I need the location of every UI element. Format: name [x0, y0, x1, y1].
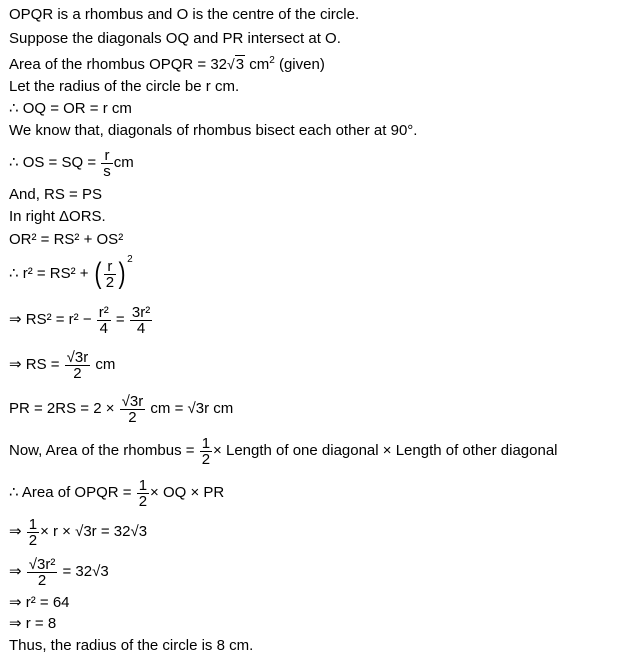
line-12-text: ⇒ RS² = r² − [9, 311, 96, 328]
line-3 [9, 55, 325, 74]
line-15-formula: × Length of one diagonal × Length of other diagonal [213, 442, 558, 459]
line-20: ⇒ r = 8 [9, 615, 57, 632]
sqrt-3: √3 [227, 56, 245, 73]
line-15-text: Now, Area of the rhombus = [9, 442, 199, 459]
line-7 [9, 146, 134, 180]
exponent: 2 [269, 55, 275, 66]
equals-sign: = [111, 311, 129, 328]
fraction-root3r-over-2: $\frac{√3r}{2}$ [121, 392, 144, 426]
fraction-r2-over-4: $\frac{\text{r²}}{4}$ [98, 303, 109, 337]
fraction-root3r2-over-2: $\frac{\text{√3r²}}{2}$ [28, 555, 56, 589]
line-16-formula: × OQ × PR [150, 484, 225, 501]
line-6: We know that, diagonals of rhombus bisect each other at 90°. [9, 122, 418, 139]
unit-cm: cm [113, 154, 134, 171]
fraction-half: $\frac{1}{2}$ [201, 434, 211, 468]
fraction-root3r-over-2: $\frac{√3r}{2}$ [66, 348, 89, 382]
unit-cm: cm [245, 56, 270, 73]
line-11: ∴ r² = RS² + ( $\frac{r}{2}$ ) $^2$ [9, 254, 133, 291]
fraction-r-over-s: $\frac{r}{s}$ [103, 146, 111, 180]
line-4: Let the radius of the circle be r cm. [9, 78, 240, 95]
line-17-formula: × r × √3r = 32√3 [40, 523, 148, 540]
line-14-result: cm = √3r cm [146, 400, 234, 417]
line-2: Suppose the diagonals OQ and PR intersect at O. [9, 30, 341, 47]
line-11-text: ∴ r² = RS² + [9, 265, 93, 282]
unit-cm: cm [91, 356, 116, 373]
line-19: ⇒ r² = 64 [9, 594, 70, 611]
line-18 [9, 552, 109, 592]
line-17 [9, 512, 147, 552]
line-15 [9, 431, 558, 471]
fraction-3r2-over-4: $\frac{\text{3r²}}{4}$ [131, 303, 151, 337]
line-9: In right ΔORS. [9, 208, 106, 225]
line-16-text: ∴ Area of OPQR = [9, 484, 136, 501]
line-14-text: PR = 2RS = 2 × [9, 400, 119, 417]
line-3-text: Area of the rhombus OPQR = 32 [9, 56, 228, 73]
line-12 [9, 300, 153, 340]
fraction-half: $\frac{1}{2}$ [138, 476, 148, 510]
line-13 [9, 345, 115, 385]
line-18-result: = 32√3 [58, 563, 109, 580]
line-7-text: ∴ OS = SQ = [9, 154, 101, 171]
implies: ⇒ [9, 563, 26, 580]
line-10: OR² = RS² + OS² [9, 231, 124, 248]
fraction-r-over-2: $\frac{r}{2}$ [105, 257, 115, 291]
implies: ⇒ [9, 523, 26, 540]
line-8: And, RS = PS [9, 186, 102, 203]
given-note: (given) [274, 56, 325, 73]
fraction-half: $\frac{1}{2}$ [28, 515, 38, 549]
line-1: OPQR is a rhombus and O is the centre of the circle. [9, 6, 360, 23]
line-5: ∴ OQ = OR = r cm [9, 100, 132, 117]
line-13-text: ⇒ RS = [9, 356, 64, 373]
line-16 [9, 473, 224, 513]
exponent: 2 [127, 254, 133, 265]
line-21: Thus, the radius of the circle is 8 cm. [9, 637, 254, 654]
line-14 [9, 389, 233, 429]
